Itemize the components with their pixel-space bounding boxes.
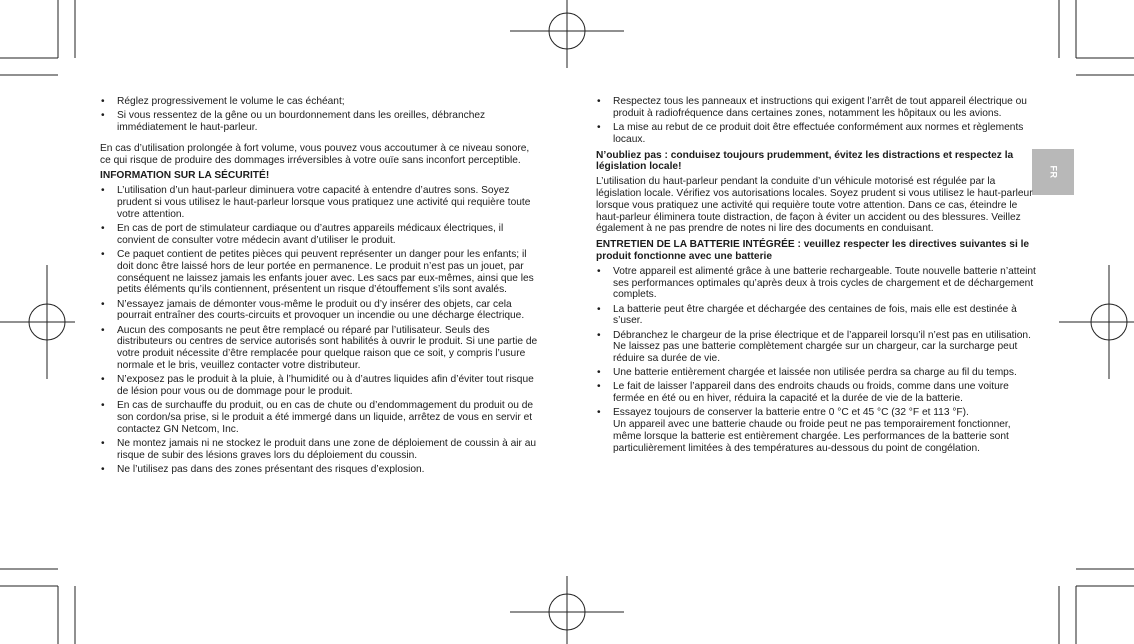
list-item: • La batterie peut être chargée et déchargée des centaines de fois, mais elle est destinée à s’user. bbox=[596, 304, 1038, 328]
list-item bbox=[596, 407, 1038, 454]
list-item: • Réglez progressivement le volume le cas échéant; bbox=[100, 96, 540, 108]
temperature-note-text: Un appareil avec une batterie chaude ou froide peut ne pas temporairement fonctionner, même lorsque la batterie est entièrement chargée. Les performances de la batterie sont particulièrement limitées à des températures au-dessous du point de congélation. bbox=[613, 419, 1011, 454]
list-item: • Ne l’utilisez pas dans des zones présentant des risques d’explosion. bbox=[100, 464, 540, 476]
list-item: • Aucun des composants ne peut être remplacé ou réparé par l’utilisateur. Seuls des distributeurs ou centres de service autorisés sont habilités à ouvrir le produit. Si une partie de votre produit nécessite d’être remplacée pour quelque raison que ce soit, y compris l’usure normale et le bris, veuillez contacter votre distributeur. bbox=[100, 325, 540, 372]
list-item: • L’utilisation d’un haut-parleur diminuera votre capacité à entendre d’autres sons. Soyez prudent si vous utilisez le haut-parleur lorsque vous pratiquez une activité qui requière toute votre attention. bbox=[100, 185, 540, 220]
list-item: • En cas de surchauffe du produit, ou en cas de chute ou d’endommagement du produit ou de son cordon/sa prise, si le produit a été immergé dans un liquide, arrêtez de vous en servir et contactez GN Netcom, Inc. bbox=[100, 400, 540, 435]
battery-bullets bbox=[596, 266, 1038, 455]
safety-bullets bbox=[100, 185, 540, 475]
list-item: • Le fait de laisser l’appareil dans des endroits chauds ou froids, comme dans une voiture fermée en été ou en hiver, réduira la capacité et la durée de vie de la batterie. bbox=[596, 381, 1038, 405]
list-item: • Respectez tous les panneaux et instructions qui exigent l’arrêt de tout appareil électrique ou produit à radiofréquence dans certaines zones, notamment les hôpitaux ou les avions. bbox=[596, 96, 1038, 120]
language-tab bbox=[1032, 149, 1074, 195]
left-column bbox=[100, 96, 540, 478]
regulation-bullets bbox=[596, 96, 1038, 146]
list-item: • Si vous ressentez de la gêne ou un bourdonnement dans les oreilles, débranchez immédiatement le haut-parleur. bbox=[100, 110, 540, 134]
list-item: • Ne montez jamais ni ne stockez le produit dans une zone de déploiement de coussin à air au risque de subir des lésions graves lors du déploiement du coussin. bbox=[100, 438, 540, 462]
right-column bbox=[596, 96, 1038, 457]
battery-heading: ENTRETIEN DE LA BATTERIE INTÉGRÉE : veuillez respecter les directives suivantes si le produit fonctionne avec une batterie bbox=[596, 239, 1030, 262]
list-item: • Une batterie entièrement chargée et laissée non utilisée perdra sa charge au fil du temps. bbox=[596, 367, 1038, 379]
volume-paragraph: En cas d’utilisation prolongée à fort volume, vous pouvez vous accoutumer à ce niveau sonore, ce qui risque de produire des dommages irréversibles à votre ouïe sans inconfort perceptible. bbox=[100, 142, 530, 166]
driving-heading: N’oubliez pas : conduisez toujours prudemment, évitez les distractions et respectez la législation locale! bbox=[596, 149, 1014, 173]
list-item: • N’essayez jamais de démonter vous-même le produit ou d’y insérer des objets, car cela pourrait entraîner des courts-circuits et provoquer un incendie ou une décharge électrique. bbox=[100, 299, 540, 323]
list-item: • La mise au rebut de ce produit doit être effectuée conformément aux normes et règlements locaux. bbox=[596, 122, 1038, 146]
list-item: • Débranchez le chargeur de la prise électrique et de l’appareil lorsqu’il n’est pas en utilisation. Ne laissez pas une batterie complètement chargée sur un chargeur, car la surcharge peut réduire sa durée de vie. bbox=[596, 330, 1038, 365]
list-item: • N’exposez pas le produit à la pluie, à l’humidité ou à d’autres liquides afin d’éviter tout risque de lésion pour vous ou de dommage pour le produit. bbox=[100, 374, 540, 398]
list-item: • En cas de port de stimulateur cardiaque ou d’autres appareils médicaux électriques, il convient de consulter votre médecin avant d’utiliser le produit. bbox=[100, 223, 540, 247]
language-tab-label: FR bbox=[1048, 165, 1058, 179]
temperature-range-text: • Essayez toujours de conserver la batterie entre 0 °C et 45 °C (32 °F et 113 °F). bbox=[613, 407, 969, 419]
volume-bullets bbox=[100, 96, 540, 134]
list-item: • Ce paquet contient de petites pièces qui peuvent représenter un danger pour les enfants; il doit donc être laissé hors de leur portée en permanence. Le produit n’est pas un jouet, par conséquent ne laissez jamais les enfants jouer avec. Les sacs par eux-mêmes, ainsi que les petits éléments qu’ils contiennent, présentent un risque d’étouffement s’ils sont avalés. bbox=[100, 249, 540, 296]
safety-heading: INFORMATION SUR LA SÉCURITÉ! bbox=[100, 170, 270, 182]
driving-paragraph: L’utilisation du haut-parleur pendant la conduite d’un véhicule motorisé est régulée par la législation locale. Vérifiez vos autorisations locales. Soyez prudent si vous utilisez le haut-parleur lorsque vous pratiquez une activité qui requière toute votre attention. Dans ce cas, éteindre le haut-parleur éliminera toute distraction, de façon à éviter un accident ou des blessures. Veillez également à ne pas prendre de notes ni lire des documents en conduisant. bbox=[596, 176, 1033, 235]
list-item: • Votre appareil est alimenté grâce à une batterie rechargeable. Toute nouvelle batterie n’atteint ses performances optimales qu’après deux à trois cycles de chargement et de déchargement complets. bbox=[596, 266, 1038, 301]
